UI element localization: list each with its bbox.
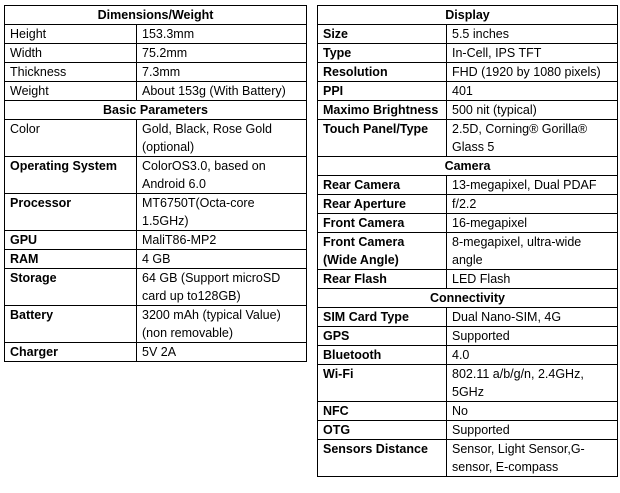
spec-row-gps (318, 327, 618, 346)
spec-value: In-Cell, IPS TFT (447, 44, 618, 63)
spec-row-size (318, 25, 618, 44)
spec-value: Dual Nano-SIM, 4G (447, 308, 618, 327)
spec-value: 64 GB (Support microSD card up to128GB) (137, 269, 307, 306)
spec-label: Type (318, 44, 447, 63)
spec-row-battery (5, 306, 307, 343)
spec-value: 7.3mm (137, 63, 307, 82)
left-spec-table (4, 5, 307, 362)
spec-row-nfc (318, 402, 618, 421)
spec-value: ColorOS3.0, based on Android 6.0 (137, 157, 307, 194)
section-title-display: Display (318, 6, 618, 25)
spec-row-storage (5, 269, 307, 306)
spec-row-wi-fi (318, 365, 618, 402)
spec-row-processor (5, 194, 307, 231)
spec-row-gpu (5, 231, 307, 250)
right-spec-table (317, 5, 618, 477)
spec-row-resolution (318, 63, 618, 82)
spec-value: 4.0 (447, 346, 618, 365)
spec-label: Height (5, 25, 137, 44)
spec-value: 4 GB (137, 250, 307, 269)
spec-value: Gold, Black, Rose Gold (optional) (137, 120, 307, 157)
section-title-camera: Camera (318, 157, 618, 176)
spec-label: Width (5, 44, 137, 63)
spec-value: LED Flash (447, 270, 618, 289)
spec-value: About 153g (With Battery) (137, 82, 307, 101)
spec-label: Size (318, 25, 447, 44)
spec-row-color (5, 120, 307, 157)
spec-value: 5.5 inches (447, 25, 618, 44)
spec-row-height (5, 25, 307, 44)
spec-label: Touch Panel/Type (318, 120, 447, 157)
spec-row-thickness (5, 63, 307, 82)
spec-label: Front Camera (318, 214, 447, 233)
spec-value: 3200 mAh (typical Value) (non removable) (137, 306, 307, 343)
spec-row-front-camera (318, 214, 618, 233)
spec-label: Rear Aperture (318, 195, 447, 214)
section-title-basic-parameters: Basic Parameters (5, 101, 307, 120)
spec-label: Bluetooth (318, 346, 447, 365)
spec-label: Resolution (318, 63, 447, 82)
spec-label: Maximo Brightness (318, 101, 447, 120)
spec-label: Wi-Fi (318, 365, 447, 402)
spec-label: Charger (5, 343, 137, 362)
spec-value: f/2.2 (447, 195, 618, 214)
spec-row-rear-camera (318, 176, 618, 195)
spec-label: Rear Flash (318, 270, 447, 289)
spec-row-operating-system (5, 157, 307, 194)
spec-label: Processor (5, 194, 137, 231)
spec-value: 75.2mm (137, 44, 307, 63)
spec-value: No (447, 402, 618, 421)
spec-value: 16-megapixel (447, 214, 618, 233)
spec-value: 401 (447, 82, 618, 101)
spec-value: Supported (447, 421, 618, 440)
section-header-row (318, 289, 618, 308)
spec-label: NFC (318, 402, 447, 421)
spec-value: Supported (447, 327, 618, 346)
spec-label: Front Camera (Wide Angle) (318, 233, 447, 270)
spec-row-rear-aperture (318, 195, 618, 214)
spec-row-rear-flash (318, 270, 618, 289)
spec-row-type (318, 44, 618, 63)
spec-row-sensors-distance (318, 440, 618, 477)
spec-label: Sensors Distance (318, 440, 447, 477)
spec-value: 8-megapixel, ultra-wide angle (447, 233, 618, 270)
spec-label: OTG (318, 421, 447, 440)
spec-value: MaliT86-MP2 (137, 231, 307, 250)
spec-row-touch-panel-type (318, 120, 618, 157)
spec-label: Color (5, 120, 137, 157)
spec-row-width (5, 44, 307, 63)
spec-label: RAM (5, 250, 137, 269)
spec-label: Battery (5, 306, 137, 343)
spec-value: FHD (1920 by 1080 pixels) (447, 63, 618, 82)
spec-value: 13-megapixel, Dual PDAF (447, 176, 618, 195)
spec-label: Storage (5, 269, 137, 306)
spec-label: GPU (5, 231, 137, 250)
spec-row-front-camera-wide-angle (318, 233, 618, 270)
right-spec-body (318, 6, 618, 477)
spec-label: Weight (5, 82, 137, 101)
spec-value: 802.11 a/b/g/n, 2.4GHz, 5GHz (447, 365, 618, 402)
spec-row-weight (5, 82, 307, 101)
section-header-row (318, 6, 618, 25)
left-spec-body (5, 6, 307, 362)
spec-row-ppi (318, 82, 618, 101)
spec-label: Rear Camera (318, 176, 447, 195)
spec-value: 153.3mm (137, 25, 307, 44)
section-title-connectivity: Connectivity (318, 289, 618, 308)
spec-label: Thickness (5, 63, 137, 82)
spec-label: GPS (318, 327, 447, 346)
section-header-row (5, 6, 307, 25)
spec-value: MT6750T(Octa-core 1.5GHz) (137, 194, 307, 231)
section-title-dimensions-weight: Dimensions/Weight (5, 6, 307, 25)
spec-row-otg (318, 421, 618, 440)
spec-row-sim-card-type (318, 308, 618, 327)
spec-label: PPI (318, 82, 447, 101)
spec-label: Operating System (5, 157, 137, 194)
spec-value: 500 nit (typical) (447, 101, 618, 120)
spec-value: 5V 2A (137, 343, 307, 362)
spec-label: SIM Card Type (318, 308, 447, 327)
spec-row-ram (5, 250, 307, 269)
spec-value: Sensor, Light Sensor,G-sensor, E-compass (447, 440, 618, 477)
spec-row-bluetooth (318, 346, 618, 365)
spec-value: 2.5D, Corning® Gorilla® Glass 5 (447, 120, 618, 157)
section-header-row (318, 157, 618, 176)
spec-row-maximo-brightness (318, 101, 618, 120)
section-header-row (5, 101, 307, 120)
spec-row-charger (5, 343, 307, 362)
